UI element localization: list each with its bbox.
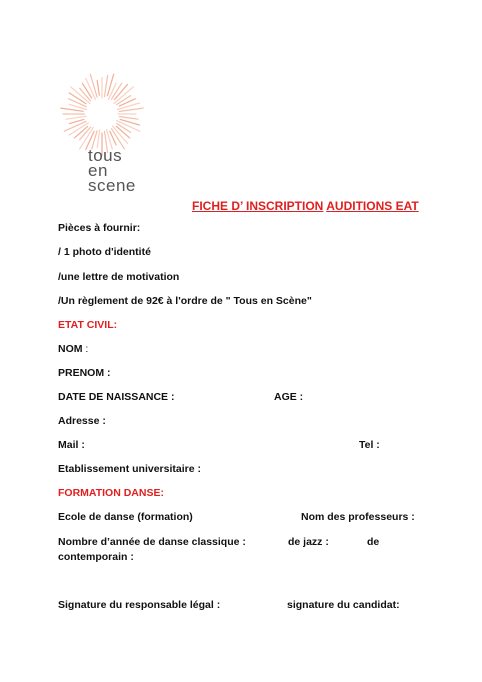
signature-candidat-label: signature du candidat: <box>287 599 400 611</box>
mail-label: Mail : <box>58 439 85 451</box>
logo-text-tous: tous <box>88 146 123 165</box>
pieces-item-lettre: /une lettre de motivation <box>58 271 180 283</box>
jazz-label: de jazz : <box>288 536 329 548</box>
pieces-heading: Pièces à fournir: <box>58 222 141 234</box>
title-part2: AUDITIONS EAT <box>326 199 419 213</box>
professeurs-label: Nom des professeurs : <box>301 511 415 523</box>
sun-ray <box>119 108 143 111</box>
contemporain-label: contemporain : <box>58 551 134 563</box>
signature-responsable-label: Signature du responsable légal : <box>58 599 221 611</box>
title-part1: FICHE D’ INSCRIPTION <box>192 199 324 213</box>
form-title <box>192 199 419 213</box>
age-label: AGE : <box>274 391 304 403</box>
prenom-label: PRENOM : <box>58 367 111 379</box>
sun-ray <box>90 74 97 97</box>
pieces-item-reglement: /Un règlement de 92€ à l'ordre de " Tous en Scène" <box>58 295 312 307</box>
tel-label: Tel : <box>359 439 380 451</box>
de-label: de <box>367 536 380 548</box>
formation-heading: FORMATION DANSE: <box>58 487 164 499</box>
date-naissance-label: DATE DE NAISSANCE : <box>58 391 175 403</box>
pieces-item-photo: / 1 photo d'identité <box>58 246 151 258</box>
nombre-annees-label: Nombre d’année de danse classique : <box>58 536 246 548</box>
adresse-label: Adresse : <box>58 415 106 427</box>
ecole-label: Ecole de danse (formation) <box>58 511 193 523</box>
sun-ray <box>119 117 138 120</box>
sun-ray <box>97 80 99 95</box>
nom-text: NOM <box>58 343 83 355</box>
sun-ray <box>61 108 83 111</box>
sun-ray <box>97 130 100 148</box>
nom-label <box>58 343 88 355</box>
etablissement-label: Etablissement universitaire : <box>58 463 201 475</box>
sun-ray <box>82 83 91 98</box>
logo-text-scene: scene <box>88 176 136 195</box>
etat-civil-heading: ETAT CIVIL: <box>58 319 118 331</box>
nom-colon: : <box>85 343 89 355</box>
logo <box>56 72 148 202</box>
sun-ray <box>105 75 108 96</box>
sun-ray <box>107 74 113 96</box>
logo-text-en: en <box>88 161 108 180</box>
sun-ray <box>66 116 86 119</box>
